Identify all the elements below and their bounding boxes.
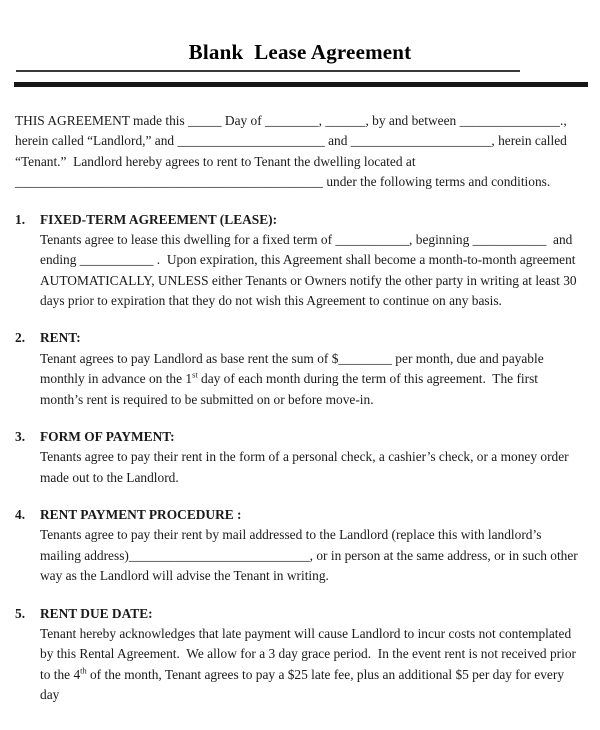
section-body: Tenants agree to pay their rent by mail addressed to the Landlord (replace this with landlord’s mailing address)___________________________, or in person at the same address, or in such other way as the Landlord will advise the Tenant in writing. (40, 527, 582, 584)
intro-paragraph: THIS AGREEMENT made this _____ Day of ________, ______, by and between _______________., herein called “Landlord,” and ______________________ and _____________________, herein called “Tenant.” Landlord hereby agrees to rent to Tenant the dwelling located at ______________________________________________ under the following terms and conditions. (15, 113, 571, 190)
section-rent-payment-procedure (15, 505, 584, 587)
section-body: Tenants agree to lease this dwelling for a fixed term of ___________, beginning ___________ and ending ___________ . Upon expiration, this Agreement shall become a month-to-month agreement AUTOMATICALLY, UNLESS either Tenants or Owners notify the other party in writing at least 30 days prior to expiration that they do not wish this Agreement to continue on any basis. (40, 231, 580, 308)
section-number: 2. (15, 330, 26, 346)
section-body: Tenant hereby acknowledges that late payment will cause Landlord to incur costs not contemplated by this Rental Agreement. We allow for a 3 day grace period. In the event rent is not received prior to the 4th of the month, Tenant agrees to pay a $25 late fee, plus an additional $5 per day for every day (40, 625, 580, 702)
section-fixed-term (15, 210, 584, 312)
section-heading: FIXED-TERM AGREEMENT (LEASE): (40, 211, 278, 227)
title-underline-rule (16, 70, 520, 72)
section-body: Tenants agree to pay their rent in the form of a personal check, a cashier’s check, or a money order made out to the Landlord. (40, 449, 572, 485)
section-rent (15, 328, 584, 410)
section-heading: RENT PAYMENT PROCEDURE : (40, 507, 242, 522)
section-number: 5. (15, 605, 26, 621)
section-body: Tenant agrees to pay Landlord as base rent the sum of $________ per month, due and payable monthly in advance on the 1st day of each month during the term of this agreement. The first month’s rent is required to be submitted on or before move-in. (40, 350, 548, 407)
section-number: 3. (15, 428, 26, 444)
section-rent-due-date (15, 604, 584, 706)
section-heading: FORM OF PAYMENT: (40, 428, 175, 444)
section-number: 4. (15, 507, 26, 522)
section-number: 1. (15, 211, 26, 227)
section-heading: RENT: (40, 330, 81, 346)
section-form-of-payment (15, 427, 584, 488)
document-body (0, 87, 600, 705)
section-heading: RENT DUE DATE: (40, 605, 153, 621)
document-title: Blank Lease Agreement (188, 40, 412, 64)
